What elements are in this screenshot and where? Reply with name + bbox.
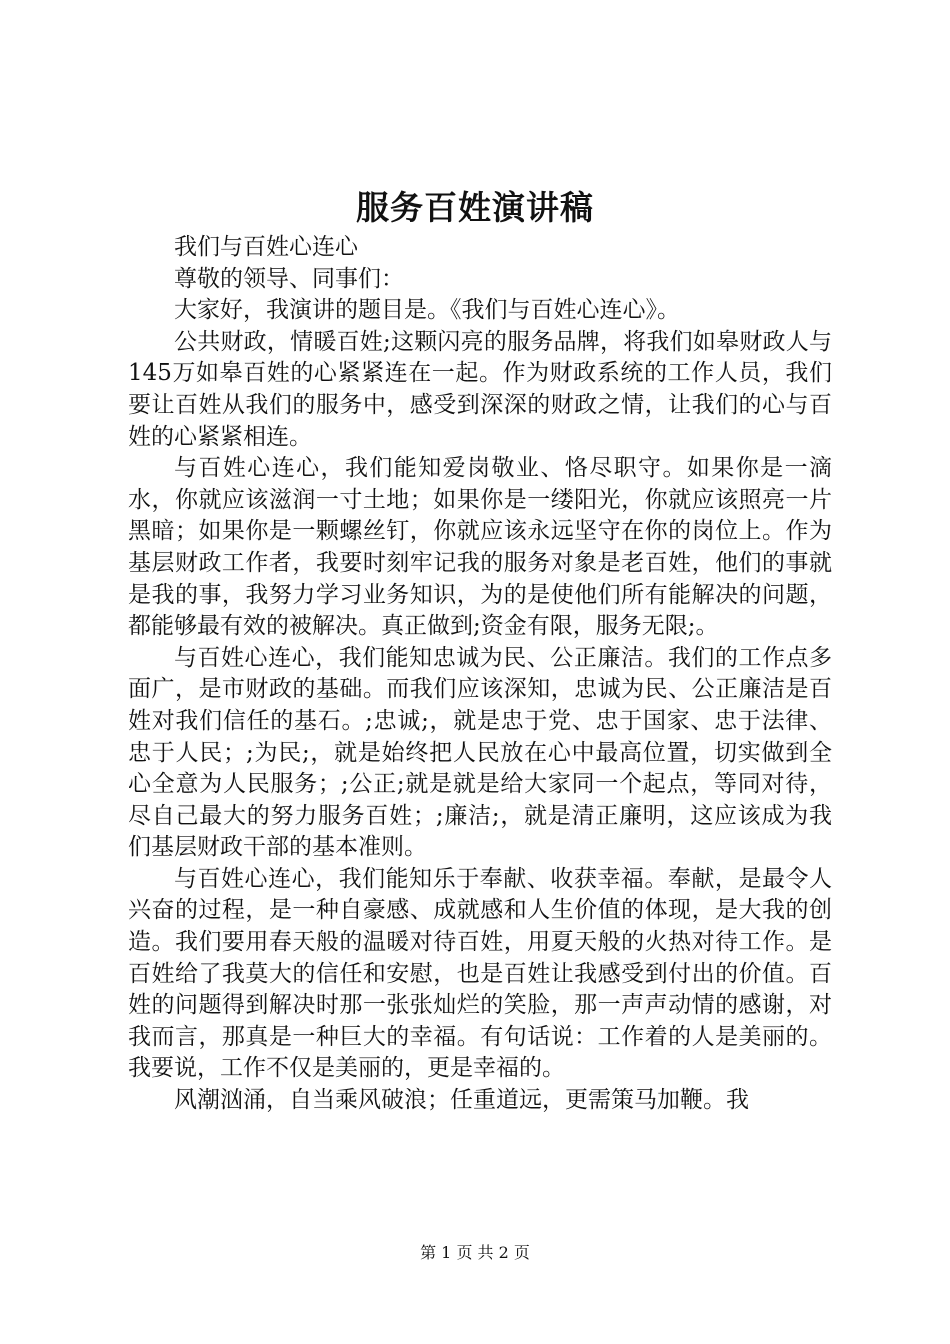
paragraph-public-finance: 公共财政，情暖百姓;这颗闪亮的服务品牌，将我们如皋财政人与145万如皋百姓的心紧紧连在一起。作为财政系统的工作人员，我们要让百姓从我们的服务中，感受到深深的财政之情，让我们的心与百姓的心紧紧相连。 <box>128 328 832 450</box>
paragraph-salutation: 尊敬的领导、同事们： <box>174 265 404 292</box>
page-number-footer: 第 1 页 共 2 页 <box>420 1243 530 1262</box>
paragraph-devotion: 与百姓心连心，我们能知乐于奉献、收获幸福。奉献，是最令人兴奋的过程，是一种自豪感、成就感和人生价值的体现，是大我的创造。我们要用春天般的温暖对待百姓，用夏天般的火热对待工作。是百姓给了我莫大的信任和安慰，也是百姓让我感受到付出的价值。百姓的问题得到解决时那一张张灿烂的笑脸，那一声声动情的感谢，对我而言，那真是一种巨大的幸福。有句话说：工作着的人是美丽的。我要说，工作不仅是美丽的，更是幸福的。 <box>128 865 832 1082</box>
paragraph-integrity: 与百姓心连心，我们能知忠诚为民、公正廉洁。我们的工作点多面广，是市财政的基础。而我们应该深知，忠诚为民、公正廉洁是百姓对我们信任的基石。;忠诚;，就是忠于党、忠于国家、忠于法律、忠于人民；;为民;，就是始终把人民放在心中最高位置，切实做到全心全意为人民服务；;公正;就是就是给大家同一个起点，等同对待，尽自己最大的努力服务百姓；;廉洁;，就是清正廉明，这应该成为我们基层财政干部的基本准则。 <box>128 644 832 861</box>
paragraph-dedication: 与百姓心连心，我们能知爱岗敬业、恪尽职守。如果你是一滴水，你就应该滋润一寸土地；如果你是一缕阳光，你就应该照亮一片黑暗；如果你是一颗螺丝钉，你就应该永远坚守在你的岗位上。作为基层财政工作者，我要时刻牢记我的服务对象是老百姓，他们的事就是我的事，我努力学习业务知识，为的是使他们所有能解决的问题，都能够最有效的被解决。真正做到;资金有限，服务无限;。 <box>128 455 832 640</box>
document-body <box>128 232 832 1117</box>
paragraph-subtitle: 我们与百姓心连心 <box>174 234 358 260</box>
document-title: 服务百姓演讲稿 <box>356 188 594 227</box>
paragraph-greeting: 大家好，我演讲的题目是。《我们与百姓心连心》。 <box>174 297 680 324</box>
paragraph-closing-start: 风潮汹涌，自当乘风破浪；任重道远，更需策马加鞭。我 <box>174 1087 749 1114</box>
